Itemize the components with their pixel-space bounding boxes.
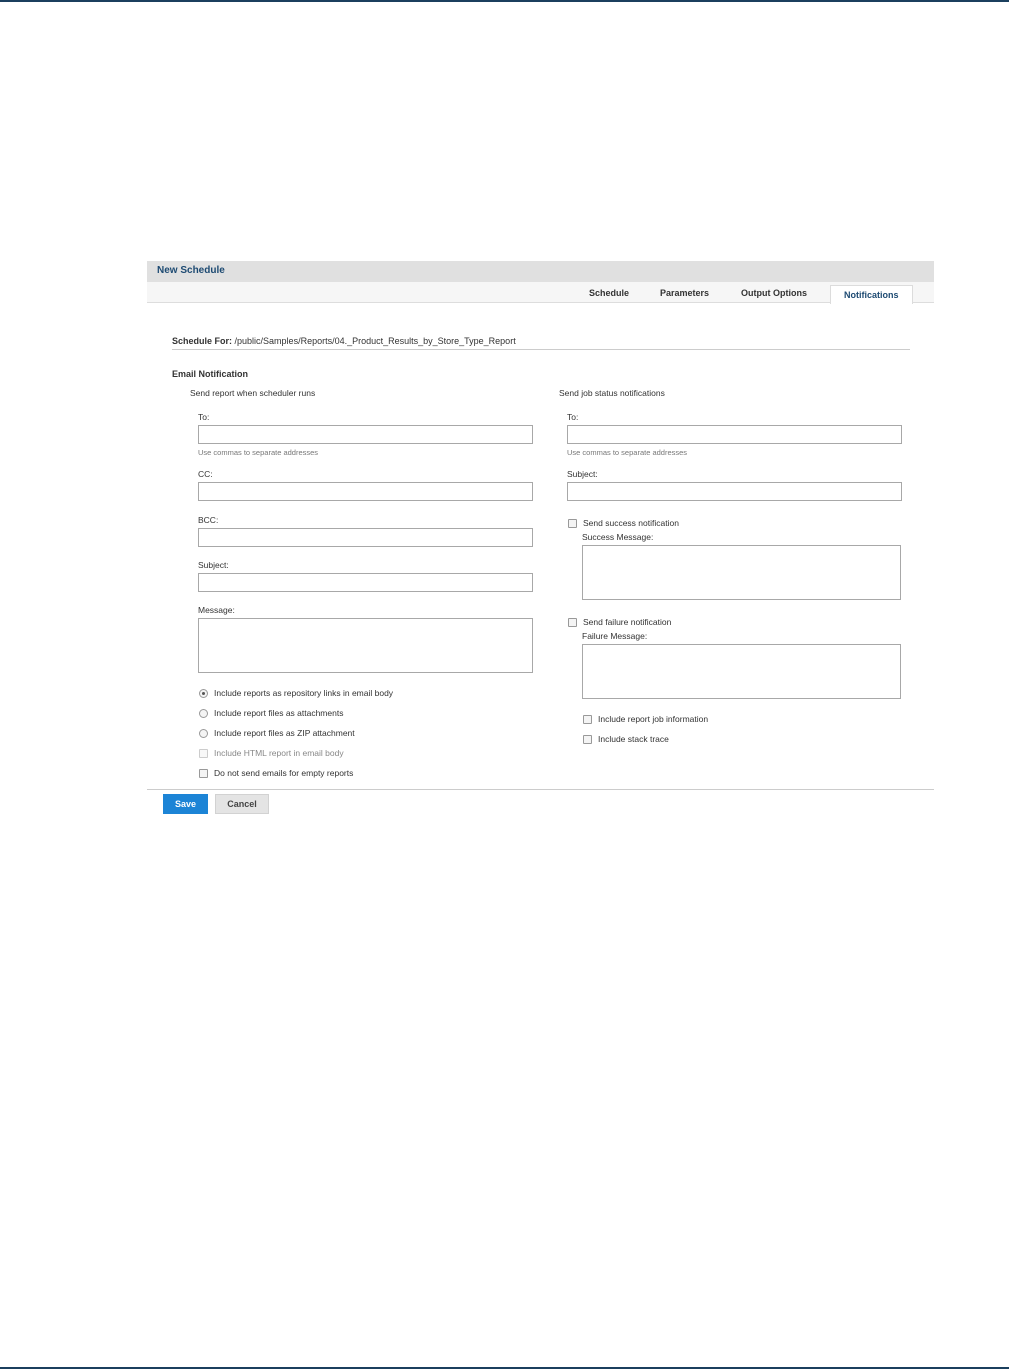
option-include-stack-trace[interactable] <box>583 733 669 745</box>
status-to-label: To: <box>567 412 579 422</box>
job-status-heading: Send job status notifications <box>559 388 665 398</box>
schedule-for-label: Schedule For: <box>172 336 233 346</box>
status-subject-field[interactable] <box>567 482 902 501</box>
checkbox-send-success[interactable] <box>568 519 577 528</box>
tab-notifications[interactable]: Notifications <box>830 285 913 304</box>
tab-output-options[interactable]: Output Options <box>741 288 807 298</box>
option-label: Send failure notification <box>583 617 672 627</box>
dialog-title: New Schedule <box>157 265 225 276</box>
option-attachments[interactable] <box>199 707 343 719</box>
success-message-label: Success Message: <box>582 532 654 542</box>
success-message-textarea[interactable] <box>583 546 900 599</box>
report-subject-input[interactable] <box>199 574 532 591</box>
success-message-field[interactable] <box>582 545 901 600</box>
option-label: Include HTML report in email body <box>214 748 344 758</box>
bcc-input[interactable] <box>199 529 532 546</box>
report-subject-label: Subject: <box>198 560 229 570</box>
checkbox-send-failure[interactable] <box>568 618 577 627</box>
footer-divider <box>147 789 934 790</box>
option-html-in-body <box>199 747 344 759</box>
message-field[interactable] <box>198 618 533 673</box>
option-send-success[interactable] <box>568 517 679 529</box>
report-subject-field[interactable] <box>198 573 533 592</box>
bcc-label: BCC: <box>198 515 219 525</box>
cc-input[interactable] <box>199 483 532 500</box>
option-label: Include reports as repository links in email body <box>214 688 394 698</box>
failure-message-textarea[interactable] <box>583 645 900 698</box>
message-label: Message: <box>198 605 235 615</box>
status-to-field[interactable] <box>567 425 902 444</box>
status-subject-label: Subject: <box>567 469 598 479</box>
option-repository-links[interactable] <box>199 687 393 699</box>
schedule-for-line <box>172 336 516 346</box>
cc-label: CC: <box>198 469 213 479</box>
option-skip-empty[interactable] <box>199 767 353 779</box>
failure-message-field[interactable] <box>582 644 901 699</box>
tab-parameters[interactable]: Parameters <box>660 288 710 298</box>
option-label: Include report job information <box>598 714 709 724</box>
cc-field[interactable] <box>198 482 533 501</box>
schedule-for-path: /public/Samples/Reports/04._Product_Results_by_Store_Type_Report <box>234 336 516 346</box>
status-to-input[interactable] <box>568 426 901 443</box>
option-include-job-info[interactable] <box>583 713 708 725</box>
status-to-hint: Use commas to separate addresses <box>567 448 688 457</box>
radio-zip-attachment[interactable] <box>199 729 208 738</box>
email-notification-title: Email Notification <box>172 369 249 379</box>
option-send-failure[interactable] <box>568 616 671 628</box>
radio-repository-links[interactable] <box>199 689 208 698</box>
page-top-rule <box>0 0 1009 2</box>
option-zip-attachment[interactable] <box>199 727 355 739</box>
new-schedule-dialog <box>147 261 934 817</box>
message-textarea[interactable] <box>199 619 532 672</box>
cancel-button[interactable]: Cancel <box>215 794 269 814</box>
failure-message-label: Failure Message: <box>582 631 648 641</box>
option-label: Do not send emails for empty reports <box>214 768 354 778</box>
checkbox-include-stack-trace[interactable] <box>583 735 592 744</box>
bcc-field[interactable] <box>198 528 533 547</box>
radio-attachments[interactable] <box>199 709 208 718</box>
checkbox-html-in-body <box>199 749 208 758</box>
report-to-field[interactable] <box>198 425 533 444</box>
tab-bar <box>147 282 934 303</box>
checkbox-include-job-info[interactable] <box>583 715 592 724</box>
report-to-input[interactable] <box>199 426 532 443</box>
tab-schedule[interactable]: Schedule <box>589 288 630 298</box>
option-label: Include stack trace <box>598 734 669 744</box>
dialog-titlebar <box>147 261 934 282</box>
save-button[interactable]: Save <box>163 794 208 814</box>
option-label: Include report files as ZIP attachment <box>214 728 355 738</box>
send-report-heading: Send report when scheduler runs <box>190 388 316 398</box>
page-bottom-rule <box>0 1367 1009 1369</box>
option-label: Include report files as attachments <box>214 708 344 718</box>
divider <box>172 349 910 350</box>
report-to-label: To: <box>198 412 210 422</box>
option-label: Send success notification <box>583 518 679 528</box>
checkbox-skip-empty[interactable] <box>199 769 208 778</box>
report-to-hint: Use commas to separate addresses <box>198 448 319 457</box>
status-subject-input[interactable] <box>568 483 901 500</box>
